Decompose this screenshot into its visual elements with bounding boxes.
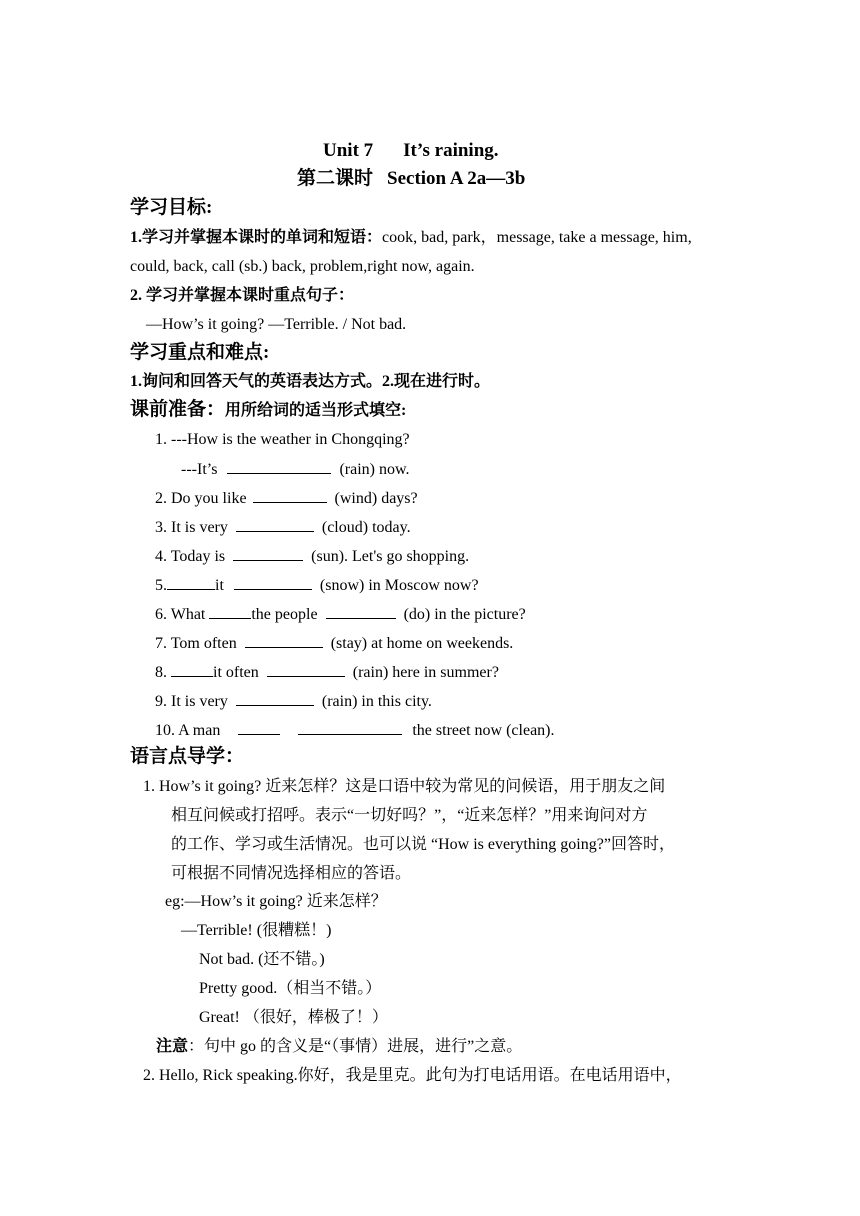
q2-hint: (wind) days? [334, 490, 418, 507]
key-points-heading: 学习重点和难点: [130, 342, 270, 363]
guide-point-1-line4: 可根据不同情况选择相应的答语。 [171, 865, 412, 882]
answer-blank[interactable] [227, 459, 331, 474]
q3-text: 3. It is very [155, 519, 228, 536]
question-10 [155, 720, 555, 741]
unit-title [323, 139, 499, 163]
q6-text-mid: the people [251, 606, 318, 623]
example-line-5: Great! （很好，棒极了！） [199, 1009, 388, 1026]
answer-blank[interactable] [234, 575, 312, 590]
answer-blank[interactable] [298, 720, 402, 735]
example-line-3: Not bad. (还不错。) [199, 951, 325, 968]
note-line [156, 1037, 522, 1057]
q10-hint: the street now (clean). [412, 722, 555, 739]
prep-heading-line [130, 398, 406, 422]
objective-2: 2. 学习并掌握本课时重点句子： [130, 287, 355, 304]
q3-hint: (cloud) today. [321, 519, 411, 536]
answer-blank[interactable] [236, 691, 314, 706]
answer-blank[interactable] [238, 720, 280, 735]
objective-1-cont: could, back, call (sb.) back, problem,right now, again. [130, 258, 475, 275]
key-sentence: —How’s it going? —Terrible. / Not bad. [146, 316, 407, 333]
question-2 [155, 488, 418, 509]
q6-text: 6. What [155, 606, 206, 623]
q8-number: 8. [155, 664, 167, 681]
q7-hint: (stay) at home on weekends. [330, 635, 514, 652]
answer-blank[interactable] [267, 662, 345, 677]
answer-blank[interactable] [326, 604, 396, 619]
question-4 [155, 546, 469, 567]
answer-blank[interactable] [171, 662, 213, 677]
guide-point-2: 2. Hello, Rick speaking.你好，我是里克。此句为打电话用语。在电话用语中， [143, 1067, 682, 1084]
question-5 [155, 575, 479, 596]
answer-blank[interactable] [167, 575, 215, 590]
question-1-a: 1. ---How is the weather in Chongqing? [155, 431, 410, 448]
note-label: 注意 [156, 1038, 189, 1055]
objectives-heading: 学习目标: [130, 197, 213, 218]
q5-number: 5. [155, 577, 167, 594]
example-line-2: —Terrible! (很糟糕！) [181, 922, 332, 939]
answer-blank[interactable] [236, 517, 314, 532]
q2-text: 2. Do you like [155, 490, 247, 507]
q7-text: 7. Tom often [155, 635, 237, 652]
question-7 [155, 633, 513, 654]
answer-blank[interactable] [233, 546, 303, 561]
guide-point-1-line3: 的工作、学习或生活情况。也可以说 “How is everything going?”回答时， [171, 836, 675, 853]
guide-point-1-line1: 1. How’s it going? 近来怎样？这是口语中较为常见的问候语，用于朋友之间 [143, 778, 666, 795]
guide-point-1-line2: 相互问候或打招呼。表示“一切好吗？”，“近来怎样？”用来询问对方 [171, 807, 648, 824]
answer-blank[interactable] [209, 604, 251, 619]
q10-text: 10. A man [155, 722, 221, 739]
example-line-1: eg:—How’s it going? 近来怎样？ [165, 893, 387, 910]
question-3 [155, 517, 411, 538]
objective-1-words-a: cook, bad, park，message, take a message, him, [382, 229, 692, 246]
q5-hint: (snow) in Moscow now? [319, 577, 479, 594]
example-line-4: Pretty good.（相当不错。） [199, 980, 382, 997]
question-1-b [181, 459, 409, 480]
answer-blank[interactable] [253, 488, 327, 503]
q9-text: 9. It is very [155, 693, 228, 710]
question-6 [155, 604, 526, 625]
q4-text: 4. Today is [155, 548, 226, 565]
objective-1 [130, 228, 692, 248]
note-text: ：句中 go 的含义是“（事情）进展，进行”之意。 [188, 1038, 523, 1055]
q1-hint: (rain) now. [339, 461, 410, 478]
guide-heading: 语言点导学： [130, 746, 245, 767]
lesson-title [297, 167, 525, 191]
q1-text: ---It’s [181, 461, 218, 478]
q8-hint: (rain) here in summer? [352, 664, 499, 681]
section-range: Section A 2a—3b [387, 168, 526, 189]
question-9 [155, 691, 432, 712]
q6-hint: (do) in the picture? [403, 606, 526, 623]
prep-heading: 课前准备： [130, 399, 226, 420]
prep-instruction: 用所给词的适当形式填空: [225, 402, 407, 419]
question-8 [155, 662, 499, 683]
q8-text: it often [213, 664, 259, 681]
unit-number: Unit 7 [323, 140, 374, 161]
lesson-number: 第二课时 [297, 168, 374, 189]
q5-text: it [215, 577, 224, 594]
q9-hint: (rain) in this city. [321, 693, 432, 710]
unit-topic: It’s raining. [403, 140, 499, 161]
key-points-text: 1.询问和回答天气的英语表达方式。2.现在进行时。 [130, 373, 491, 390]
answer-blank[interactable] [245, 633, 323, 648]
q4-hint: (sun). Let's go shopping. [311, 548, 470, 565]
objective-1-label: 1.学习并掌握本课时的单词和短语： [130, 229, 383, 246]
